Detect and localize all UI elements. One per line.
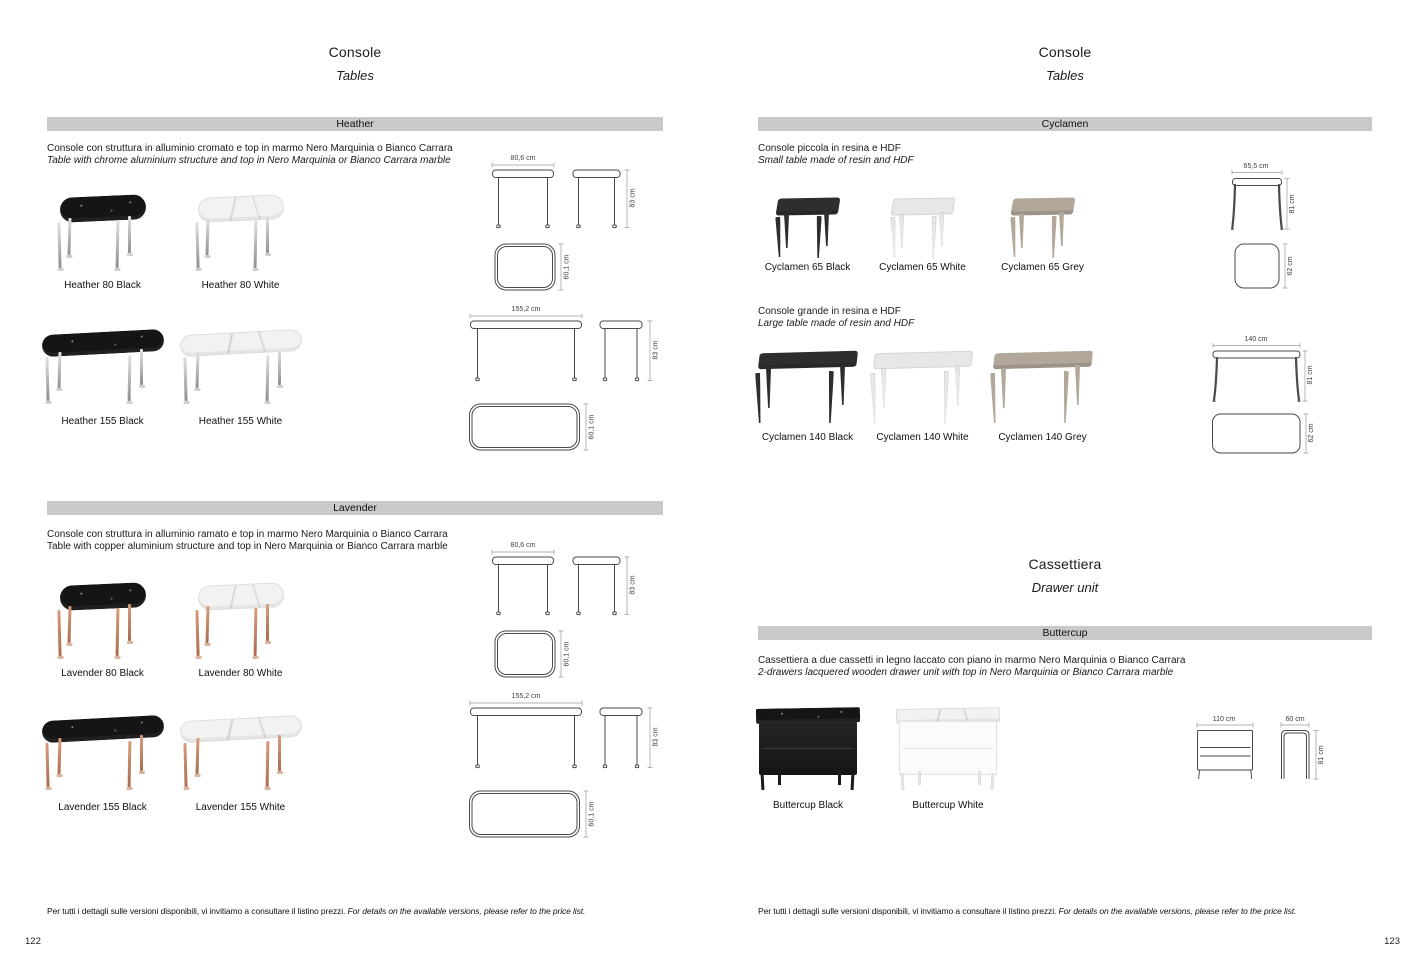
product-lavender-80-white [178, 576, 303, 679]
product-cyclamen-65-grey [985, 188, 1100, 273]
dim-width-small: 65,5 cm [1243, 163, 1269, 170]
product-image-cyclamen-65-white [865, 188, 980, 254]
footer-note [47, 906, 585, 916]
section-banner-heather [47, 117, 663, 131]
description-english: 2-drawers lacquered wooden drawer unit with top in Nero Marquinia or Bianco Carrara marble [758, 666, 1174, 678]
product-label: Heather 155 Black [61, 416, 144, 427]
product-label: Cyclamen 65 Black [764, 262, 851, 273]
product-label: Lavender 155 Black [58, 802, 147, 813]
cassettiera-title: Cassettiera [1028, 556, 1102, 572]
description-italian: Console grande in resina e HDF [758, 306, 901, 317]
section-description-heather [47, 143, 453, 166]
product-image-heather-80-white [178, 188, 303, 272]
product-label: Lavender 80 Black [61, 668, 144, 679]
dim-height: 83 cm [629, 188, 637, 208]
dim-depth: 60,1 cm [563, 641, 571, 667]
product-image-lavender-80-white [178, 576, 303, 660]
dim-height: 83 cm [629, 575, 637, 595]
page-subtitle: Tables [336, 68, 374, 83]
product-cyclamen-65-white [865, 188, 980, 273]
product-label: Buttercup White [912, 800, 984, 811]
product-image-cyclamen-140-grey [985, 342, 1100, 424]
product-label: Heather 155 White [198, 416, 283, 427]
product-image-lavender-155-white [178, 710, 303, 794]
product-lavender-155-white [178, 710, 303, 813]
product-label: Heather 80 White [201, 280, 280, 291]
section-description-cyclamen-large [758, 306, 914, 329]
product-lavender-155-black [40, 710, 165, 813]
product-image-cyclamen-140-white [865, 342, 980, 424]
section-banner-label: Cyclamen [1041, 118, 1089, 130]
dimension-drawing-heather [458, 148, 670, 460]
footer-english: For details on the available versions, please refer to the price list. [1058, 906, 1297, 916]
footer-english: For details on the available versions, please refer to the price list. [347, 906, 586, 916]
dim-height: 83 cm [652, 727, 660, 747]
dim-depth: 60 cm [1285, 716, 1305, 723]
product-label: Lavender 155 White [195, 802, 286, 813]
description-english: Large table made of resin and HDF [758, 317, 915, 329]
description-english: Table with copper aluminium structure and top in Nero Marquinia or Bianco Carrara marble [47, 540, 448, 552]
dim-depth: 60,1 cm [563, 254, 571, 280]
product-image-lavender-155-black [40, 710, 165, 794]
dim-height: 81 cm [1289, 194, 1296, 214]
dim-width-large: 155,2 cm [511, 693, 541, 700]
product-image-buttercup-black [748, 698, 868, 794]
product-image-heather-155-white [178, 324, 303, 408]
product-heather-155-black [40, 324, 165, 427]
section-banner-cyclamen [758, 117, 1372, 131]
product-buttercup-black [748, 698, 868, 811]
product-label: Cyclamen 65 Grey [1001, 262, 1084, 273]
dim-depth: 62 cm [1308, 423, 1315, 443]
footer-italian: Per tutti i dettagli sulle versioni disponibili, vi invitiamo a consultare il listino prezzi. [47, 906, 346, 916]
dim-width-small: 80,6 cm [510, 155, 536, 162]
dim-height: 81 cm [1318, 745, 1325, 765]
section-banner-label: Heather [336, 118, 374, 130]
dim-width-large: 140 cm [1244, 336, 1268, 343]
product-label: Cyclamen 140 Black [761, 432, 854, 443]
product-label: Heather 80 Black [64, 280, 141, 291]
dim-width-large: 155,2 cm [511, 306, 541, 313]
product-label: Buttercup Black [772, 800, 844, 811]
section-banner-lavender [47, 501, 663, 515]
product-image-cyclamen-140-black [750, 342, 865, 424]
dim-depth: 60,1 cm [588, 414, 596, 440]
section-description-buttercup [758, 655, 1185, 678]
page-right [710, 0, 1420, 968]
dim-width: 110 cm [1212, 716, 1236, 723]
cassettiera-subtitle: Drawer unit [1031, 580, 1099, 595]
description-italian: Cassettiera a due cassetti in legno laccato con piano in marmo Nero Marquinia o Bianco Carrara [758, 655, 1186, 666]
section-description-cyclamen-small [758, 143, 914, 166]
section-description-lavender [47, 529, 448, 552]
dimension-drawing-buttercup [1190, 710, 1340, 790]
product-cyclamen-140-white [865, 342, 980, 443]
product-image-lavender-80-black [40, 576, 165, 660]
description-english: Table with chrome aluminium structure and top in Nero Marquinia or Bianco Carrara marble [47, 154, 451, 166]
product-label: Cyclamen 140 Grey [998, 432, 1087, 443]
product-heather-155-white [178, 324, 303, 427]
page-number: 123 [1384, 936, 1400, 947]
product-image-cyclamen-65-black [750, 188, 865, 254]
product-heather-80-black [40, 188, 165, 291]
page-subtitle: Tables [1046, 68, 1084, 83]
page-number: 122 [25, 936, 41, 947]
section-banner-buttercup [758, 626, 1372, 640]
dimension-drawing-cyclamen [1190, 155, 1340, 465]
product-cyclamen-65-black [750, 188, 865, 273]
dim-width-small: 80,6 cm [510, 542, 536, 549]
dim-depth: 60,1 cm [588, 801, 596, 827]
description-italian: Console piccola in resina e HDF [758, 143, 901, 154]
page-title: Console [1038, 44, 1092, 60]
footer-note [758, 906, 1296, 916]
description-italian: Console con struttura in alluminio cromato e top in marmo Nero Marquinia o Bianco Carrara [47, 143, 453, 154]
dim-height: 83 cm [652, 340, 660, 360]
product-label: Lavender 80 White [198, 668, 283, 679]
product-cyclamen-140-grey [985, 342, 1100, 443]
product-lavender-80-black [40, 576, 165, 679]
product-image-buttercup-white [888, 698, 1008, 794]
description-english: Small table made of resin and HDF [758, 154, 914, 166]
product-label: Cyclamen 140 White [876, 432, 969, 443]
product-buttercup-white [888, 698, 1008, 811]
product-image-cyclamen-65-grey [985, 188, 1100, 254]
dimension-drawing-lavender [458, 535, 670, 847]
product-heather-80-white [178, 188, 303, 291]
product-cyclamen-140-black [750, 342, 865, 443]
product-image-heather-80-black [40, 188, 165, 272]
page-title: Console [328, 44, 382, 60]
dim-height: 81 cm [1307, 365, 1314, 385]
product-image-heather-155-black [40, 324, 165, 408]
footer-italian: Per tutti i dettagli sulle versioni disponibili, vi invitiamo a consultare il listino prezzi. [758, 906, 1057, 916]
dim-depth: 62 cm [1287, 256, 1294, 276]
product-label: Cyclamen 65 White [879, 262, 966, 273]
section-banner-label: Lavender [333, 502, 377, 514]
section-banner-label: Buttercup [1042, 627, 1088, 639]
description-italian: Console con struttura in alluminio ramato e top in marmo Nero Marquinia o Bianco Carrara [47, 529, 448, 540]
